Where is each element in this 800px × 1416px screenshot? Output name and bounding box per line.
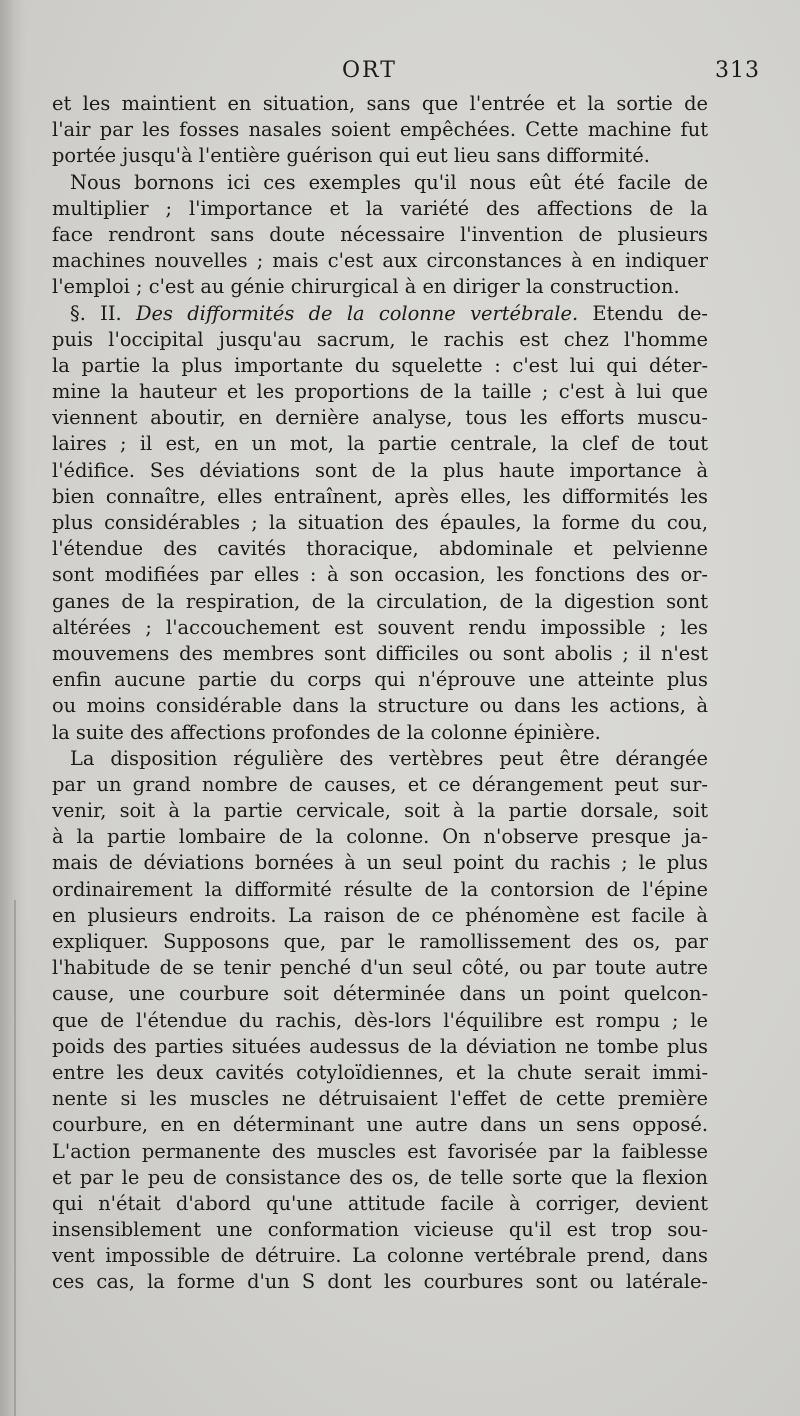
section-title: Des difformités de la colonne vertébrale. bbox=[135, 301, 579, 325]
text-line: mais de déviations bornées à un seul point du rachis ; le plus bbox=[52, 851, 708, 875]
text-line: machines nouvelles ; mais c'est aux circonstances à en indiquer bbox=[52, 249, 708, 273]
text-line: insensiblement une conformation vicieuse qu'il est trop sou- bbox=[52, 1218, 708, 1242]
text-line: en plusieurs endroits. La raison de ce phénomène est facile à bbox=[52, 903, 708, 927]
text-line: enfin aucune partie du corps qui n'éprouve une atteinte plus bbox=[52, 668, 708, 692]
text-line: plus considérables ; la situation des épaules, la forme du cou, bbox=[52, 511, 708, 534]
text-line: cause, une courbure soit déterminée dans un point quelcon- bbox=[52, 982, 708, 1006]
text-line: courbure, en en déterminant une autre dans un sens opposé. bbox=[52, 1113, 708, 1137]
text-line: Nous bornons ici ces exemples qu'il nous eût été facile de bbox=[70, 170, 708, 194]
section-paragraph bbox=[52, 301, 708, 746]
text-line: que de l'étendue du rachis, dès-lors l'équilibre est rompu ; le bbox=[52, 1008, 708, 1032]
section-number: §. II. bbox=[70, 301, 136, 325]
text-line: expliquer. Supposons que, par le ramollissement des os, par bbox=[52, 930, 708, 953]
page-header bbox=[52, 58, 760, 90]
binding-gutter bbox=[0, 0, 26, 1416]
text-line: par un grand nombre de causes, et ce dérangement peut sur- bbox=[52, 772, 708, 796]
body-text bbox=[52, 91, 708, 1331]
binding-edge-line bbox=[14, 900, 16, 1416]
text-line: bien connaître, elles entraînent, après elles, les difformités les bbox=[52, 484, 708, 508]
section-heading-line bbox=[52, 301, 708, 327]
paragraph bbox=[52, 91, 708, 170]
text-line: viennent aboutir, en dernière analyse, tous les efforts muscu- bbox=[52, 406, 708, 430]
text-line: qui n'était d'abord qu'une attitude facile à corriger, devient bbox=[52, 1191, 708, 1215]
text-line: vent impossible de détruire. La colonne vertébrale prend, dans bbox=[52, 1244, 708, 1268]
text-line: et les maintient en situation, sans que l'entrée et la sortie de bbox=[52, 92, 708, 115]
section-heading-continuation: Etendu de- bbox=[578, 301, 708, 325]
text-line: altérées ; l'accouchement est souvent rendu impossible ; les bbox=[52, 615, 708, 639]
text-line: ou moins considérable dans la structure ou dans les actions, à bbox=[52, 694, 708, 718]
text-line: mine la hauteur et les proportions de la taille ; c'est à lui que bbox=[52, 380, 708, 404]
text-line: portée jusqu'à l'entière guérison qui eut lieu sans difformité. bbox=[52, 144, 650, 168]
text-line: ganes de la respiration, de la circulation, de la digestion sont bbox=[52, 589, 708, 613]
text-line: ces cas, la forme d'un S dont les courbures sont ou latérale- bbox=[52, 1270, 708, 1294]
text-line: laires ; il est, en un mot, la partie centrale, la clef de tout bbox=[52, 432, 708, 456]
text-line: entre les deux cavités cotyloïdiennes, et la chute serait immi- bbox=[52, 1060, 708, 1084]
text-line: sont modifiées par elles : à son occasion, les fonctions des or- bbox=[52, 563, 708, 587]
page-number: 313 bbox=[715, 58, 760, 83]
text-line: ordinairement la difformité résulte de la contorsion de l'épine bbox=[52, 877, 708, 901]
text-line: la partie la plus importante du squelette : c'est lui qui déter- bbox=[52, 353, 708, 377]
text-line: à la partie lombaire de la colonne. On n'observe presque ja- bbox=[52, 825, 708, 849]
text-line: L'action permanente des muscles est favorisée par la faiblesse bbox=[52, 1139, 708, 1163]
paragraph bbox=[52, 746, 708, 1296]
text-line: puis l'occipital jusqu'au sacrum, le rachis est chez l'homme bbox=[52, 327, 708, 351]
text-line: La disposition régulière des vertèbres peut être dérangée bbox=[70, 746, 708, 770]
text-line: poids des parties situées audessus de la déviation ne tombe plus bbox=[52, 1034, 708, 1058]
text-line: mouvemens des membres sont difficiles ou sont abolis ; il n'est bbox=[52, 641, 708, 665]
text-line: venir, soit à la partie cervicale, soit à la partie dorsale, soit bbox=[52, 799, 708, 823]
text-line: l'air par les fosses nasales soient empêchées. Cette machine fut bbox=[52, 118, 708, 142]
text-line: nente si les muscles ne détruisaient l'effet de cette première bbox=[52, 1087, 708, 1111]
text-line: et par le peu de consistance des os, de telle sorte que la flexion bbox=[52, 1165, 708, 1189]
text-line: l'édifice. Ses déviations sont de la plus haute importance à bbox=[52, 458, 708, 482]
text-line: la suite des affections profondes de la colonne épinière. bbox=[52, 720, 601, 744]
running-head: ORT bbox=[342, 58, 397, 83]
text-line: multiplier ; l'importance et la variété des affections de la bbox=[52, 196, 708, 220]
text-line: face rendront sans doute nécessaire l'invention de plusieurs bbox=[52, 222, 708, 246]
text-line: l'étendue des cavités thoracique, abdominale et pelvienne bbox=[52, 537, 708, 561]
paragraph bbox=[52, 170, 708, 301]
text-line: l'emploi ; c'est au génie chirurgical à en diriger la construction. bbox=[52, 275, 680, 299]
text-line: l'habitude de se tenir penché d'un seul côté, ou par toute autre bbox=[52, 956, 708, 980]
